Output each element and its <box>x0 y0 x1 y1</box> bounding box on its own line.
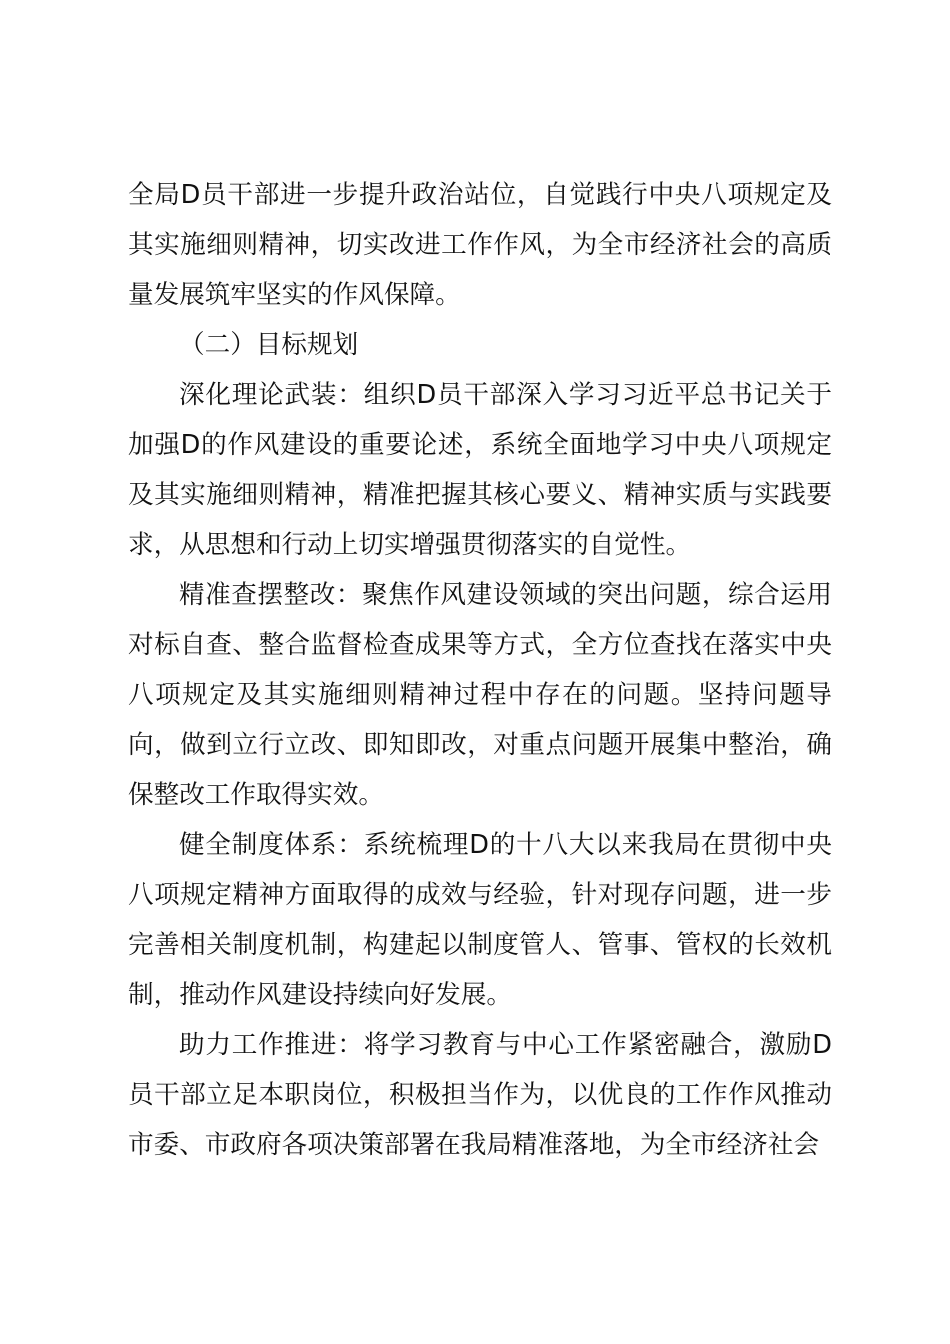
paragraph-work-promotion: 助力工作推进：将学习教育与中心工作紧密融合，激励D员干部立足本职岗位，积极担当作为，以优良的工作作风推动市委、市政府各项决策部署在我局精准落地，为全市经济社会 <box>128 1030 832 1160</box>
section-heading-target-planning: （二）目标规划 <box>179 330 359 360</box>
paragraph-continuation: 全局D员干部进一步提升政治站位，自觉践行中央八项规定及其实施细则精神，切实改进工作作风，为全市经济社会的高质量发展筑牢坚实的作风保障。 <box>128 180 832 310</box>
paragraph-theory-study: 深化理论武装：组织D员干部深入学习习近平总书记关于加强D的作风建设的重要论述，系统全面地学习中央八项规定及其实施细则精神，精准把握其核心要义、精神实质与实践要求，从思想和行动上切实增强贯彻落实的自觉性。 <box>128 380 832 560</box>
document-body <box>128 170 832 1170</box>
paragraph-system-building: 健全制度体系：系统梳理D的十八大以来我局在贯彻中央八项规定精神方面取得的成效与经验，针对现存问题，进一步完善相关制度机制，构建起以制度管人、管事、管权的长效机制，推动作风建设持续向好发展。 <box>128 830 832 1010</box>
paragraph-rectification: 精准查摆整改：聚焦作风建设领域的突出问题，综合运用对标自查、整合监督检查成果等方式，全方位查找在落实中央八项规定及其实施细则精神过程中存在的问题。坚持问题导向，做到立行立改、即知即改，对重点问题开展集中整治，确保整改工作取得实效。 <box>128 580 832 810</box>
